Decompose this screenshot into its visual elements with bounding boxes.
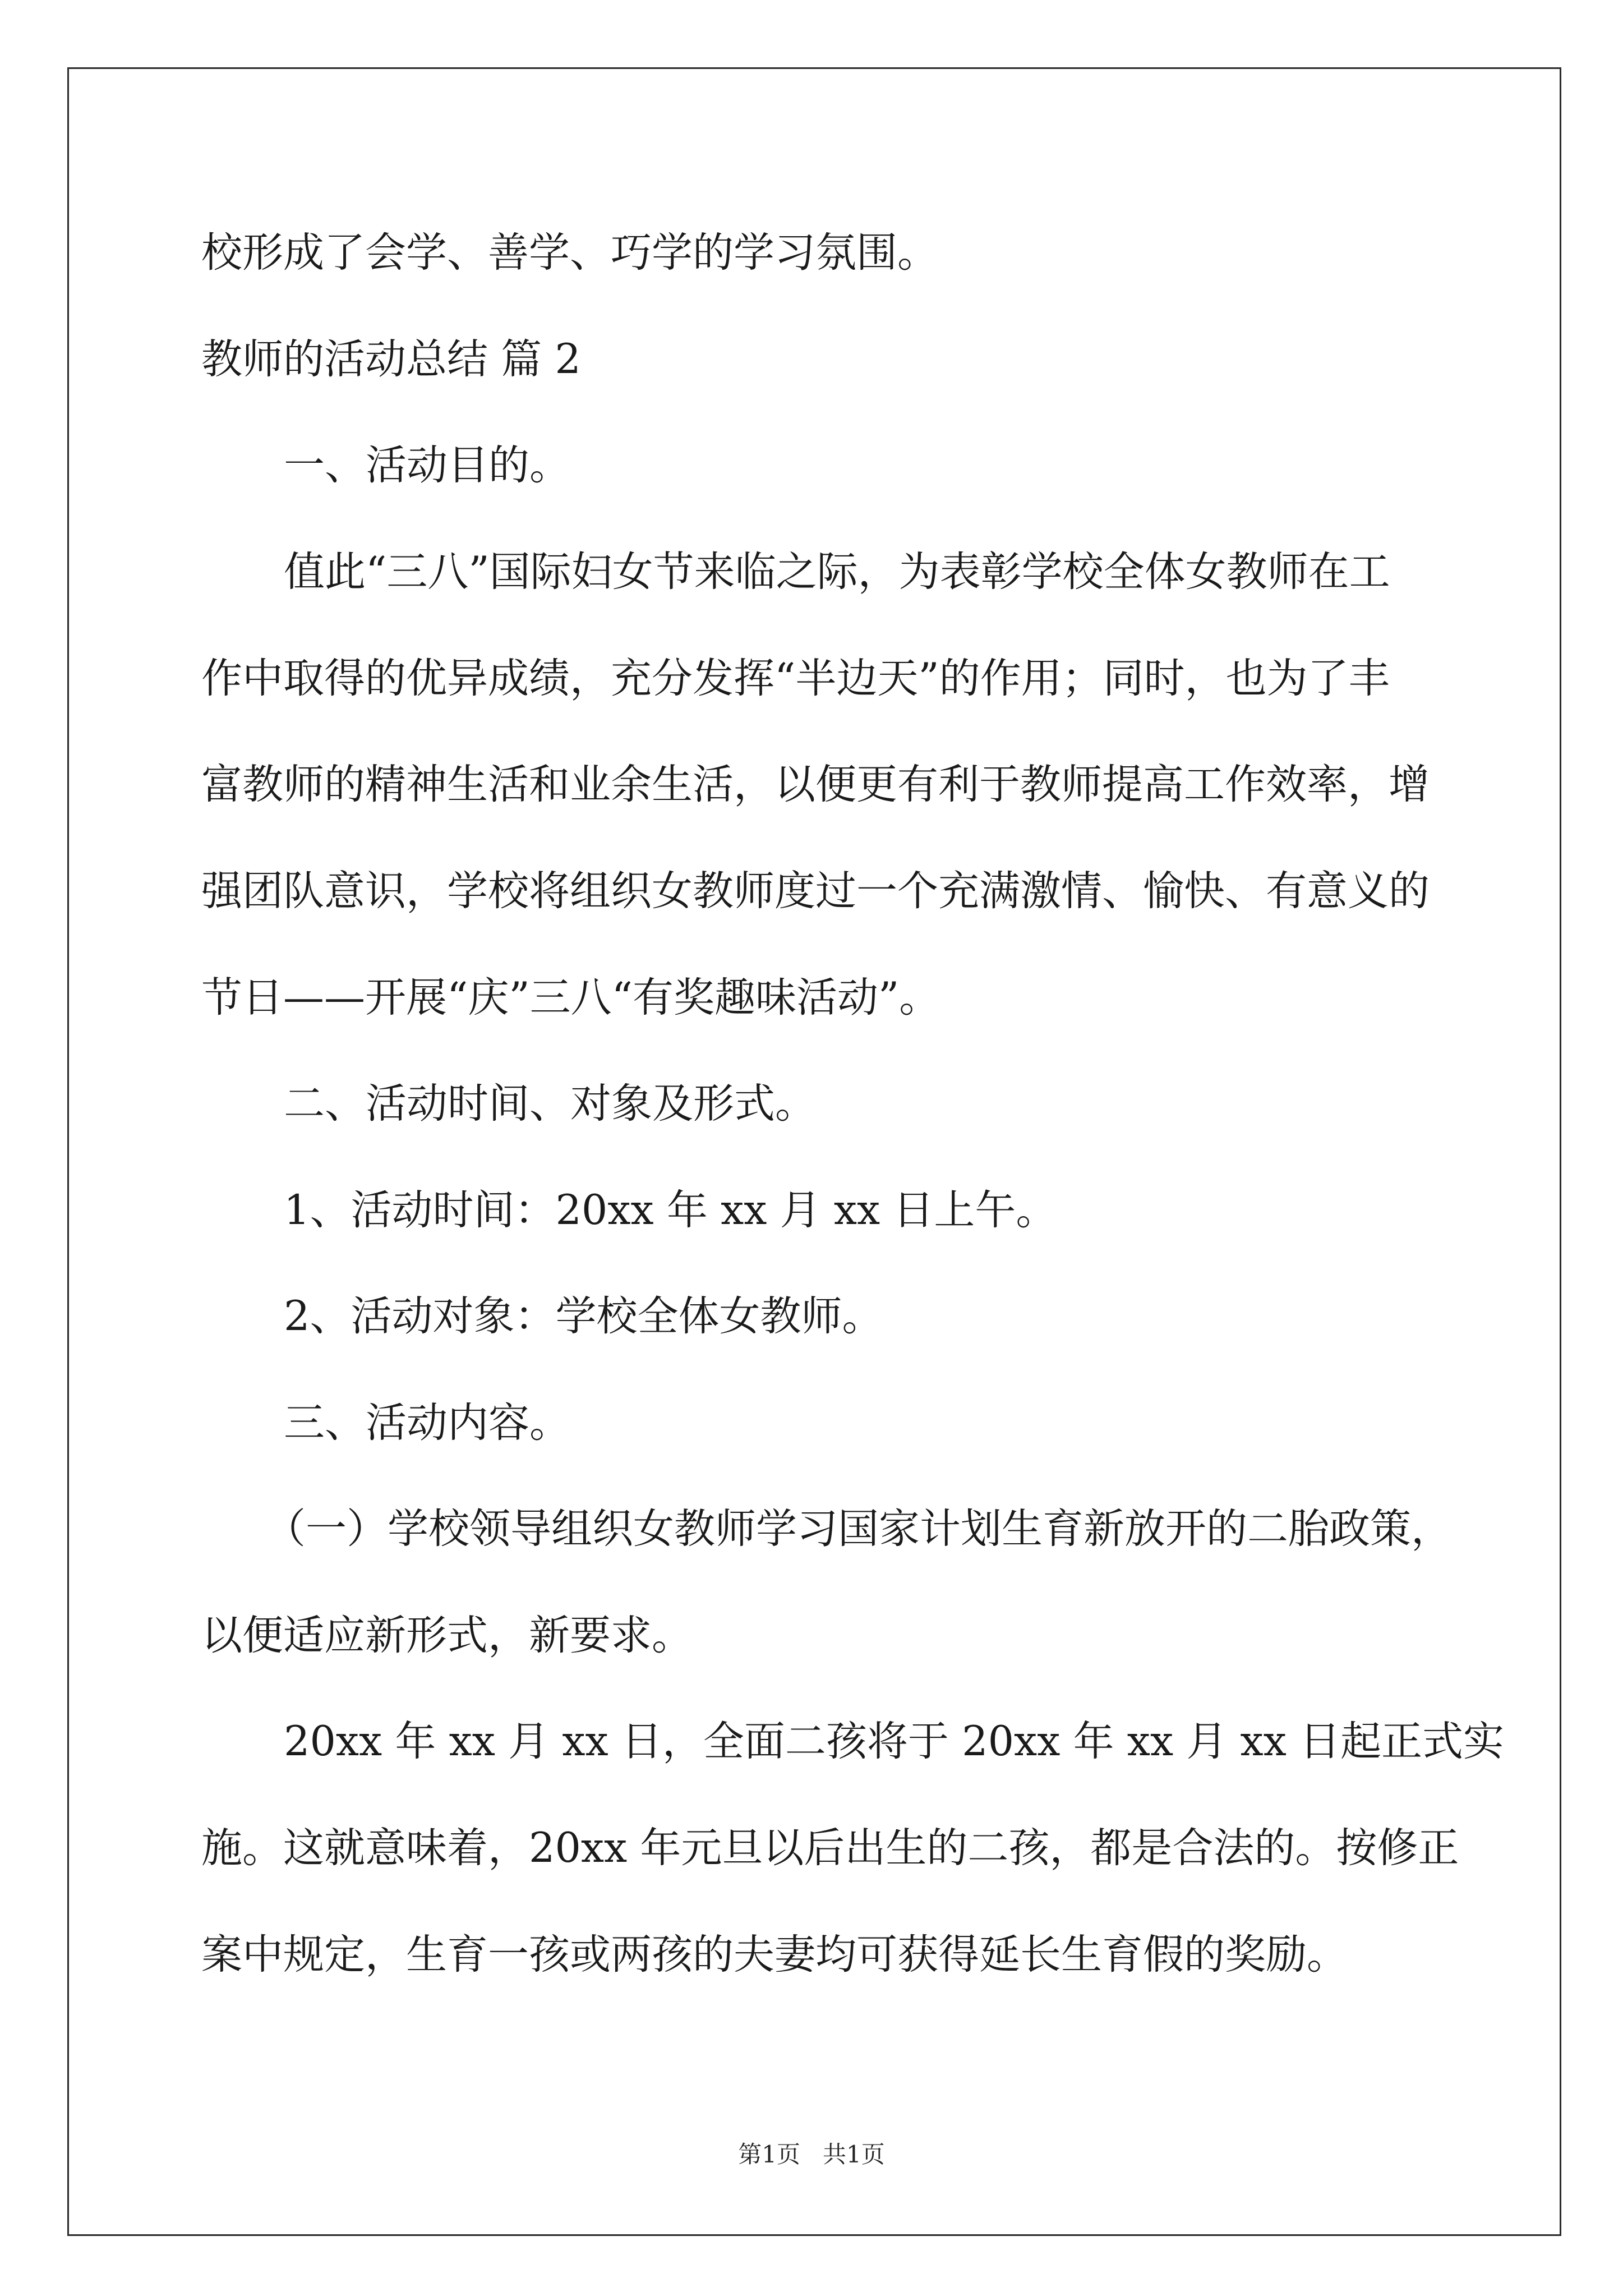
paragraph-line: 20xx 年 xx 月 xx 日，全面二孩将于 20xx 年 xx 月 xx 日起正式实 — [284, 1718, 1505, 1765]
subsection-line: （一）学校领导组织女教师学习国家计划生育新放开的二胎政策， — [265, 1505, 1452, 1553]
page-border — [67, 67, 1561, 2236]
paragraph-line: 强团队意识，学校将组织女教师度过一个充满激情、愉快、有意义的 — [201, 867, 1430, 915]
paragraph-line: 节日——开展“庆”三八“有奖趣味活动”。 — [201, 974, 940, 1022]
paragraph-line: 作中取得的优异成绩，充分发挥“半边天”的作用；同时，也为了丰 — [201, 655, 1390, 702]
paragraph-line: 校形成了会学、善学、巧学的学习氛围。 — [201, 229, 938, 277]
section-title: 教师的活动总结 篇 2 — [201, 335, 581, 383]
section-heading: 二、活动时间、对象及形式。 — [284, 1080, 816, 1128]
list-item: 1、活动时间：20xx 年 xx 月 xx 日上午。 — [284, 1186, 1057, 1234]
section-heading: 一、活动目的。 — [284, 441, 570, 489]
paragraph-line: 案中规定，生育一孩或两孩的夫妻均可获得延长生育假的奖励。 — [201, 1931, 1348, 1978]
paragraph-line: 值此“三八”国际妇女节来临之际，为表彰学校全体女教师在工 — [284, 548, 1390, 596]
page-footer: 第1页 共1页 — [738, 2141, 885, 2168]
list-item: 2、活动对象：学校全体女教师。 — [284, 1292, 883, 1340]
paragraph-line: 富教师的精神生活和业余生活，以便更有利于教师提高工作效率，增 — [201, 761, 1430, 808]
section-heading: 三、活动内容。 — [284, 1399, 570, 1447]
paragraph-line: 以便适应新形式，新要求。 — [201, 1612, 693, 1659]
paragraph-line: 施。这就意味着，20xx 年元旦以后出生的二孩，都是合法的。按修正 — [201, 1824, 1459, 1872]
